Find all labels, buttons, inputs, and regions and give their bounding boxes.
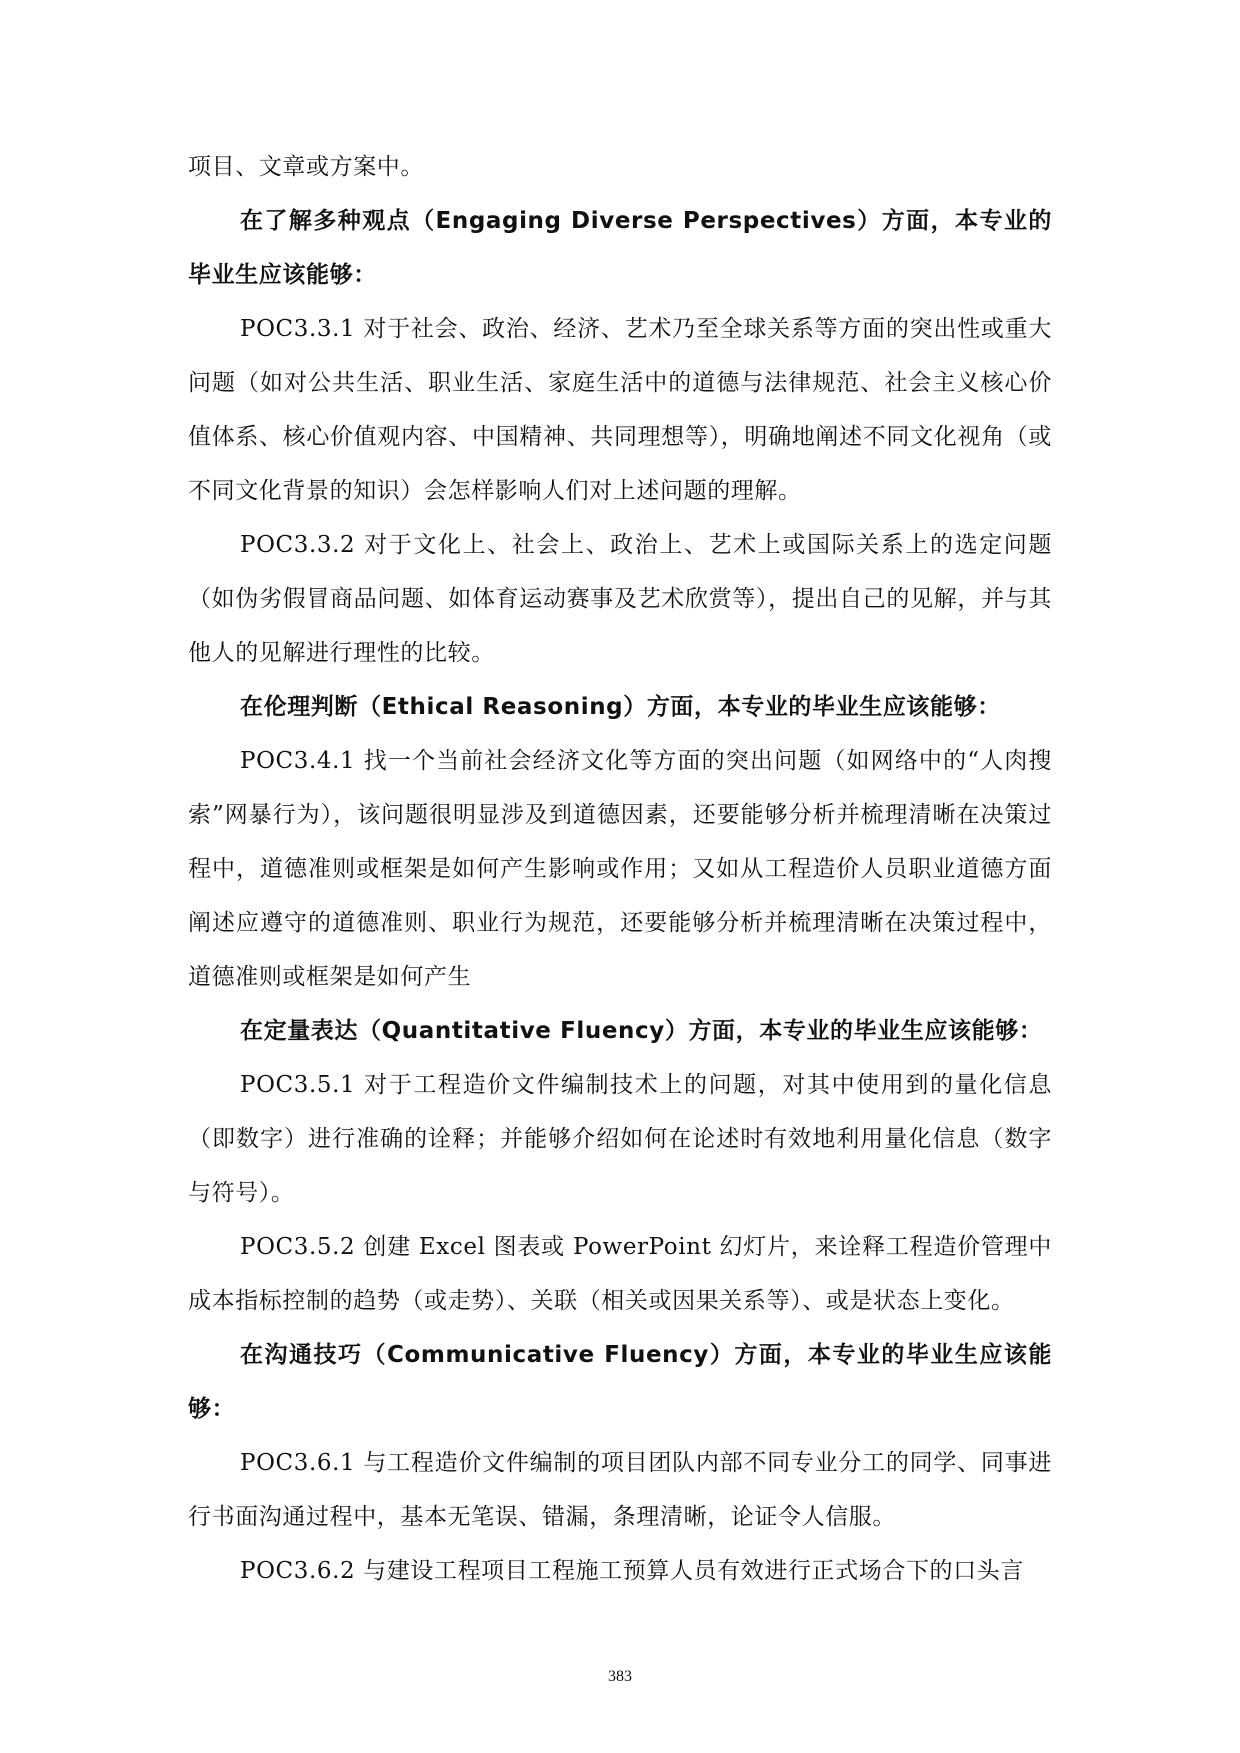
paragraph-poc-3-4-1: POC3.4.1 找一个当前社会经济文化等方面的突出问题（如网络中的“人肉搜索”网暴行为），该问题很明显涉及到道德因素，还要能够分析并梳理清晰在决策过程中，道德准则或框架是如何产生影响或作用；又如从工程造价人员职业道德方面阐述应遵守的道德准则、职业行为规范，还要能够分析并梳理清晰在决策过程中，道德准则或框架是如何产生 (188, 748, 1052, 990)
paragraph-continuation: 项目、文章或方案中。 (188, 154, 424, 180)
paragraph-poc-3-3-1: POC3.3.1 对于社会、政治、经济、艺术乃至全球关系等方面的突出性或重大问题（如对公共生活、职业生活、家庭生活中的道德与法律规范、社会主义核心价值体系、核心价值观内容、中国精神、共同理想等），明确地阐述不同文化视角（或不同文化背景的知识）会怎样影响人们对上述问题的理解。 (188, 316, 1052, 504)
section-heading-ethical-reasoning: 在伦理判断（Ethical Reasoning）方面，本专业的毕业生应该能够： (240, 694, 1001, 720)
paragraph-poc-3-6-2: POC3.6.2 与建设工程项目工程施工预算人员有效进行正式场合下的口头言 (240, 1558, 1024, 1584)
paragraph-poc-3-6-1: POC3.6.1 与工程造价文件编制的项目团队内部不同专业分工的同学、同事进行书面沟通过程中，基本无笔误、错漏，条理清晰，论证令人信服。 (188, 1450, 1052, 1530)
section-heading-engaging-diverse-perspectives: 在了解多种观点（Engaging Diverse Perspectives）方面，本专业的毕业生应该能够： (188, 208, 1052, 288)
document-body (188, 140, 1052, 1598)
page-number: 383 (608, 1668, 632, 1685)
section-heading-communicative-fluency: 在沟通技巧（Communicative Fluency）方面，本专业的毕业生应该能够： (188, 1342, 1052, 1422)
paragraph-poc-3-5-1: POC3.5.1 对于工程造价文件编制技术上的问题，对其中使用到的量化信息（即数字）进行准确的诠释；并能够介绍如何在论述时有效地利用量化信息（数字与符号）。 (188, 1072, 1052, 1206)
paragraph-poc-3-5-2: POC3.5.2 创建 Excel 图表或 PowerPoint 幻灯片，来诠释工程造价管理中成本指标控制的趋势（或走势）、关联（相关或因果关系等）、或是状态上变化。 (188, 1234, 1052, 1314)
paragraph-poc-3-3-2: POC3.3.2 对于文化上、社会上、政治上、艺术上或国际关系上的选定问题（如伪劣假冒商品问题、如体育运动赛事及艺术欣赏等），提出自己的见解，并与其他人的见解进行理性的比较。 (188, 532, 1052, 666)
section-heading-quantitative-fluency: 在定量表达（Quantitative Fluency）方面，本专业的毕业生应该能够： (240, 1018, 1043, 1044)
